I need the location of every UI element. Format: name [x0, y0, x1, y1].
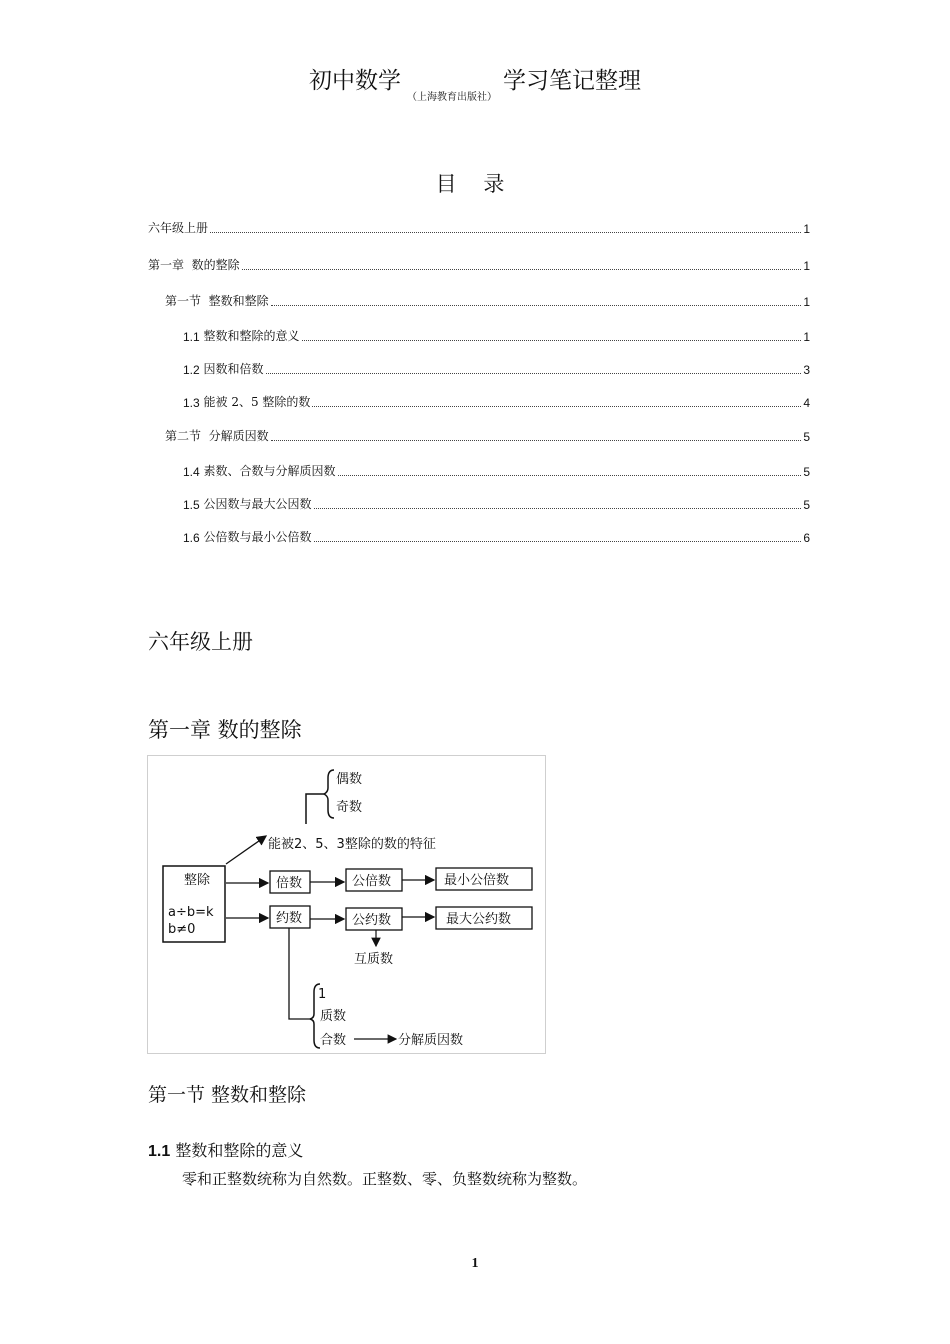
toc-entry[interactable] — [183, 328, 810, 344]
common-multiple-label: 公倍数 — [352, 874, 392, 889]
toc-leader — [314, 540, 802, 542]
lcm-label: 最小公倍数 — [444, 873, 510, 888]
diagram-canvas — [148, 756, 545, 1053]
toc-entry-number: 1.2 — [183, 363, 200, 377]
main-box-title: 整除 — [184, 873, 211, 888]
arrow-feature — [226, 836, 266, 864]
toc-entry-page: 5 — [803, 430, 810, 444]
toc-entry-label: 第一章 数的整除 — [148, 258, 240, 272]
toc-leader — [314, 507, 802, 509]
toc-entry-label: 素数、合数与分解质因数 — [199, 464, 336, 478]
gcd-label: 最大公约数 — [446, 912, 512, 927]
connector-feature-brace — [306, 794, 324, 824]
toc-entry-page: 1 — [803, 295, 810, 309]
toc-entry-label: 第一节 整数和整除 — [165, 294, 269, 308]
divisibility-feature-label: 能被2、5、3整除的数的特征 — [268, 837, 436, 852]
document-title — [0, 62, 950, 103]
one-label: 1 — [318, 987, 327, 1002]
common-divisor-label: 公约数 — [352, 913, 392, 928]
toc-entry-number: 1.5 — [183, 498, 200, 512]
toc-leader — [338, 474, 802, 476]
toc-entry-number: 1.3 — [183, 396, 200, 410]
brace-top — [324, 770, 334, 818]
title-main: 初中数学 — [309, 68, 401, 94]
toc-entry[interactable] — [183, 496, 810, 512]
toc-entry-page: 1 — [803, 330, 810, 344]
toc-entry-page: 3 — [803, 363, 810, 377]
toc-leader — [271, 304, 802, 306]
odd-number-label: 奇数 — [336, 800, 363, 815]
toc-leader — [266, 372, 802, 374]
composite-label: 合数 — [320, 1033, 347, 1048]
subsection-heading — [148, 1138, 303, 1161]
toc-leader — [210, 231, 801, 233]
toc-leader — [271, 439, 802, 441]
main-box-formula: a÷b=k — [168, 905, 214, 920]
prime-label: 质数 — [320, 1009, 347, 1024]
connector-divisor-brace — [289, 928, 310, 1019]
toc-entry[interactable] — [148, 257, 810, 273]
grade-heading: 六年级上册 — [148, 630, 253, 654]
toc-entry[interactable] — [165, 293, 810, 309]
toc-entry-label: 能被 2、5 整除的数 — [199, 395, 311, 409]
toc-leader — [242, 268, 802, 270]
toc-entry-page: 1 — [803, 222, 810, 236]
toc-entry[interactable] — [165, 428, 810, 444]
toc-entry[interactable] — [183, 529, 810, 545]
section-heading: 第一节 整数和整除 — [148, 1084, 307, 1106]
toc-entry-number: 1.6 — [183, 531, 200, 545]
title-publisher: （上海教育出版社） — [407, 92, 497, 103]
coprime-label: 互质数 — [354, 952, 394, 967]
toc-leader — [312, 405, 801, 407]
main-box-condition: b≠0 — [168, 922, 196, 937]
subsection-number: 1.1 — [148, 1143, 171, 1160]
toc-entry-label: 整数和整除的意义 — [199, 329, 300, 343]
toc-entry-page: 6 — [803, 531, 810, 545]
chapter-heading: 第一章 数的整除 — [148, 718, 302, 742]
toc-entry-label: 六年级上册 — [148, 221, 209, 235]
toc-heading: 目 录 — [435, 172, 515, 196]
toc-entry-page: 1 — [803, 259, 810, 273]
toc-entry[interactable] — [183, 394, 810, 410]
divisor-label: 约数 — [276, 911, 303, 926]
toc-entry[interactable] — [183, 463, 810, 479]
toc-entry[interactable] — [148, 220, 810, 236]
toc-entry-page: 4 — [803, 396, 810, 410]
title-suffix: 学习笔记整理 — [503, 68, 641, 94]
body-paragraph: 零和正整数统称为自然数。正整数、零、负整数统称为整数。 — [182, 1170, 588, 1188]
toc-entry-page: 5 — [803, 465, 810, 479]
toc-entry-number: 1.1 — [183, 330, 200, 344]
even-number-label: 偶数 — [336, 772, 363, 787]
toc-entry-label: 因数和倍数 — [199, 362, 264, 376]
toc-entry-label: 公因数与最大公因数 — [199, 497, 312, 511]
page-number: 1 — [471, 1256, 479, 1271]
toc-entry[interactable] — [183, 361, 810, 377]
toc-entry-page: 5 — [803, 498, 810, 512]
multiple-label: 倍数 — [276, 876, 303, 891]
toc-entry-number: 1.4 — [183, 465, 200, 479]
toc-entry-label: 第二节 分解质因数 — [165, 429, 269, 443]
subsection-title: 整数和整除的意义 — [170, 1141, 304, 1160]
toc-leader — [302, 339, 802, 341]
factorize-label: 分解质因数 — [398, 1033, 464, 1048]
toc-entry-label: 公倍数与最小公倍数 — [199, 530, 312, 544]
divisibility-concept-diagram — [147, 755, 546, 1054]
